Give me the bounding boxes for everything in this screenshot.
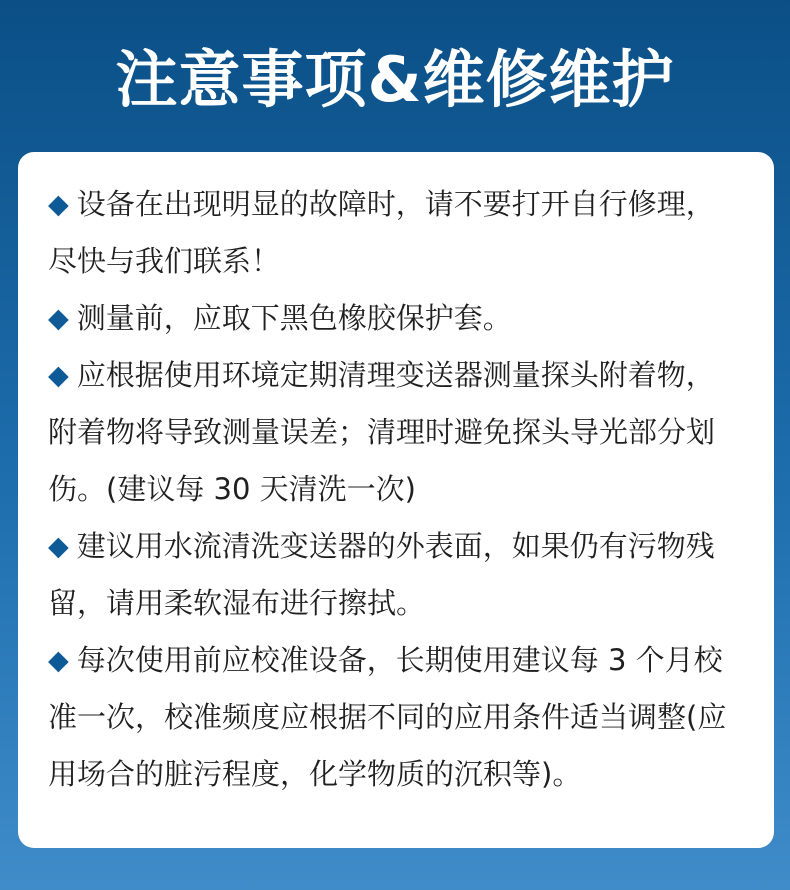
notice-item-5 <box>48 632 742 803</box>
diamond-bullet-icon: ◆ <box>48 189 69 220</box>
notice-text: 应根据使用环境定期清理变送器测量探头附着物，附着物将导致测量误差；清理时避免探头导光部分划伤。(建议每 30 天清洗一次) <box>48 358 716 506</box>
diamond-bullet-icon: ◆ <box>48 531 69 562</box>
notice-text: 测量前，应取下黑色橡胶保护套。 <box>76 301 512 335</box>
page-title: 注意事项&维修维护 <box>115 43 675 116</box>
diamond-bullet-icon: ◆ <box>48 303 69 334</box>
notice-item-2 <box>48 290 742 347</box>
notice-item-4 <box>48 518 742 632</box>
diamond-bullet-icon: ◆ <box>48 645 69 676</box>
notice-item-3 <box>48 347 742 518</box>
notice-item-1 <box>48 176 742 290</box>
notice-text: 建议用水流清洗变送器的外表面，如果仍有污物残留，请用柔软湿布进行擦拭。 <box>48 529 715 620</box>
notice-card <box>18 152 774 848</box>
notice-text: 每次使用前应校准设备，长期使用建议每 3 个月校准一次，校准频度应根据不同的应用条件适当调整(应用场合的脏污程度，化学物质的沉积等)。 <box>48 643 727 791</box>
notice-text: 设备在出现明显的故障时，请不要打开自行修理，尽快与我们联系！ <box>48 187 715 278</box>
diamond-bullet-icon: ◆ <box>48 360 69 391</box>
